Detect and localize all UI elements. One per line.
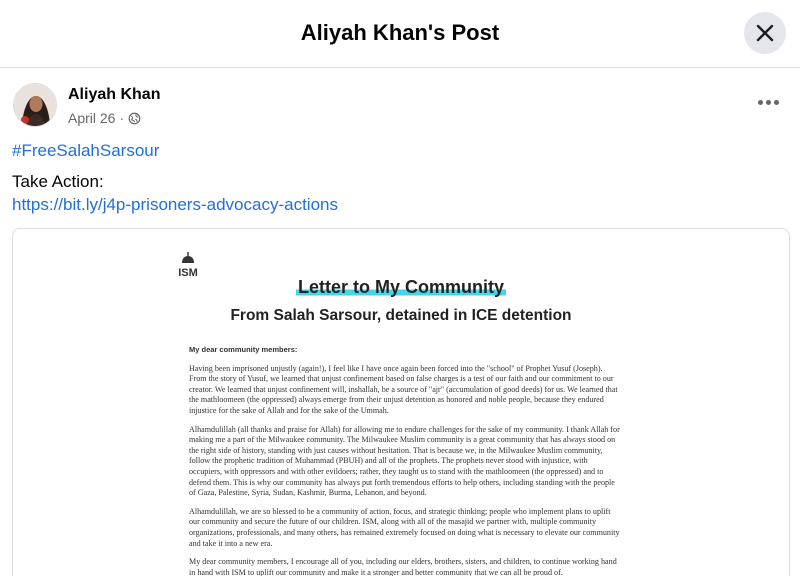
action-link[interactable]: https://bit.ly/j4p-prisoners-advocacy-actions xyxy=(12,195,338,214)
post-header xyxy=(0,0,800,68)
avatar-image xyxy=(14,84,57,127)
ism-logo xyxy=(173,249,203,279)
page-title: Aliyah Khan's Post xyxy=(300,20,500,45)
close-button[interactable] xyxy=(744,12,786,54)
more-dot xyxy=(774,100,779,105)
ism-logo-text: ISM xyxy=(178,267,198,279)
letter-paragraph: Alhamdulillah (all thanks and praise for Allah) for allowing me to endure challenges for the sake of my community. I thank Allah for making me a part of the Milwaukee community. The Milwaukee Muslim community is a great community that has always stood on the right side of history, standing with just causes without hesitation. That is because we, in the Milwaukee Muslim community, follow the prophetic tradition of Muhammad (PBUH) and all of the prophets. The prophets never stood with injustice, with occupiers, with oppressors and with other evildoers; rather, they taught us to stand with the mathloomeen (the oppressed) and to defend them. This is why our community has always put forth tremendous efforts to help others, including standing with the people of Gaza, Palestine, Syria, Sudan, Kashmir, Burma, Lebanon, and beyond. xyxy=(189,424,620,498)
post-meta xyxy=(68,110,141,126)
more-dot xyxy=(766,100,771,105)
close-icon xyxy=(756,24,774,42)
letter-paragraph: Alhamdulillah, we are so blessed to be a community of action, focus, and strategic thinking; people who implement plans to uplift our community and secure the future of our children. ISM, along with all of the masajid we partner with, multiple community organizations, professionals, and many others, has remained extremely focused on doing what is necessary to elevate our community and take it into a new era. xyxy=(189,506,620,548)
globe-icon xyxy=(128,112,141,125)
post-date[interactable]: April 26 xyxy=(68,110,116,126)
more-options-button[interactable] xyxy=(754,92,782,112)
letter-body xyxy=(189,345,621,576)
meta-separator: · xyxy=(119,110,125,126)
ism-logo-mark xyxy=(173,249,203,279)
attached-document-image[interactable] xyxy=(12,228,790,576)
letter-subtitle: From Salah Sarsour, detained in ICE detention xyxy=(230,307,572,324)
letter-paragraph: My dear community members, I encourage all of you, including our elders, brothers, sisters, and children, to continue working hand in hand with ISM to uplift our community and make it a stronger and better community that we can all be proud of. xyxy=(189,557,617,576)
letter-title xyxy=(13,277,789,298)
post-text-take-action: Take Action: xyxy=(12,172,104,191)
hashtag-link[interactable]: #FreeSalahSarsour xyxy=(12,141,160,160)
letter-title-text: Letter to My Community xyxy=(297,277,504,297)
avatar[interactable] xyxy=(13,83,57,127)
more-horizontal-icon xyxy=(758,100,763,105)
letter-salutation: My dear community members: xyxy=(189,345,298,354)
letter-paragraph: Having been imprisoned unjustly (again!), I feel like I have once again been forced into the "school" of Prophet Yusuf (Joseph). From the story of Yusuf, we learned that unjust confinement based on false charges is a test of our faith and our commitment to our creator. We learned that unjust confinement will, inshallah, be a source of "ajr" (accumulation of good deeds) for us. We learned that the mathloomeen (the oppressed) always emerge from their unjust detention as honored and noble people, because they endured injustice for the sake of Allah and for the sake of the Ummah. xyxy=(189,363,618,415)
author-name[interactable]: Aliyah Khan xyxy=(68,86,161,103)
